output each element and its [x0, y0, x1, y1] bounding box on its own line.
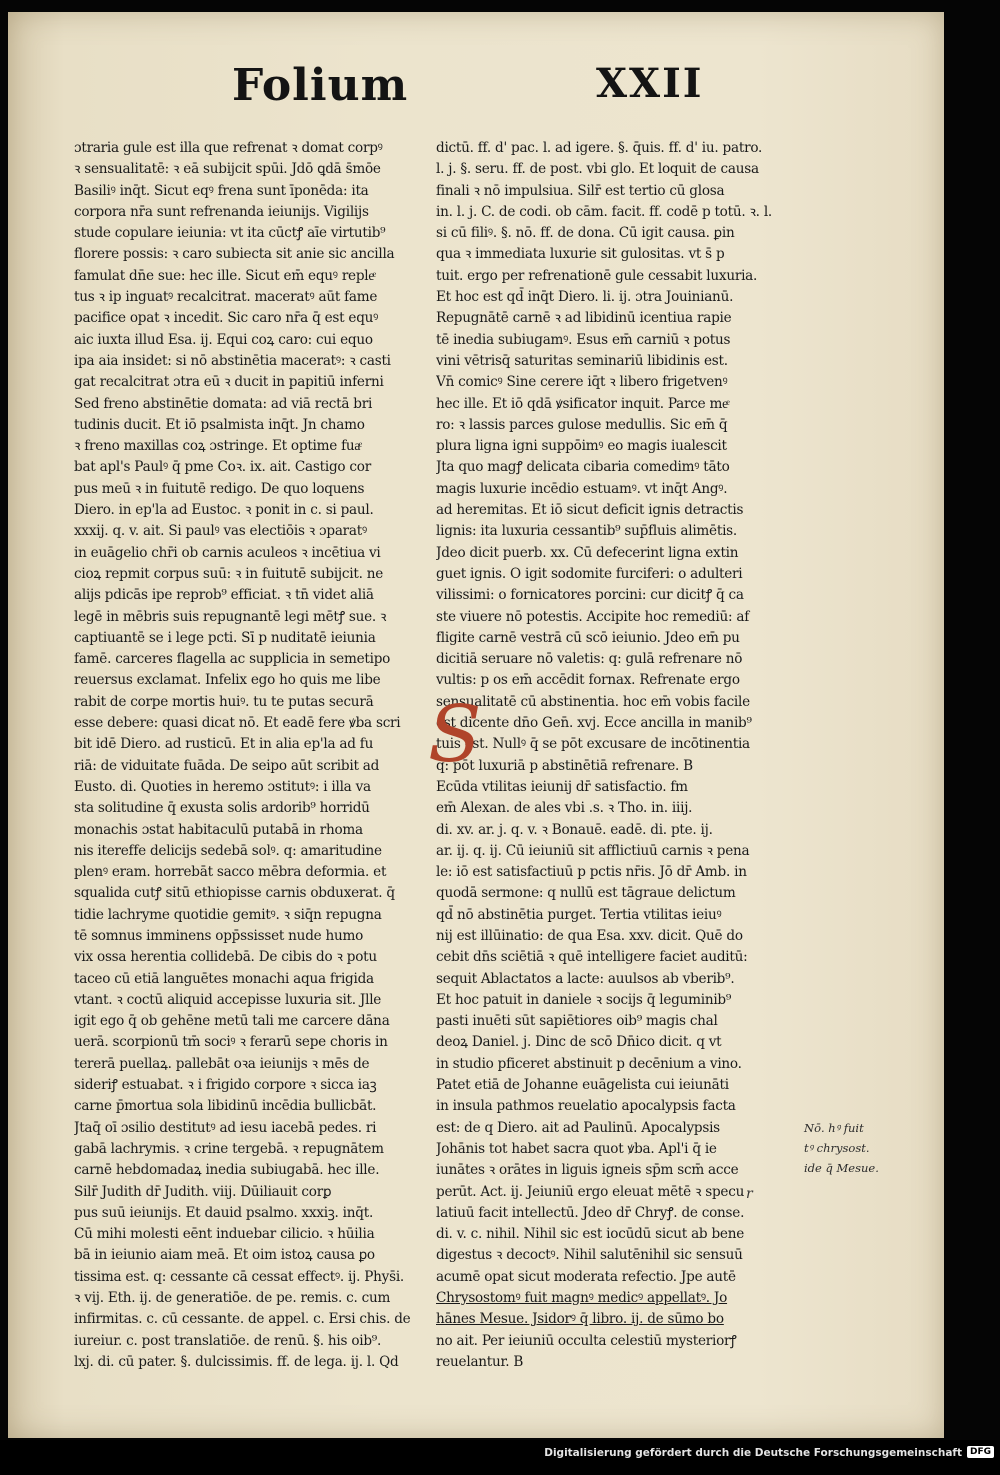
text-line: esse debere: quasi dicat nō. Et eadē fere ꝟba scri: [74, 715, 401, 732]
text-line: Jta quo magꝭ delicata cibaria comedimꝰ tāto: [436, 459, 730, 476]
margin-note-line: Nō. hꝰ fuit: [804, 1121, 864, 1135]
text-line: perūt. Act. ij. Jeiuniū ergo eleuat mētē ꝛ specu: [436, 1183, 745, 1200]
text-line: lignis: ita luxuria cessantib⁹ sup̄fluis alimētis.: [436, 523, 737, 540]
text-line: Ecūda vtilitas ieiunij dr̄ satisfactio. fm: [436, 778, 688, 795]
text-line: squalida cutꝭ sitū ethiopisse carnis obduxerat. q̄: [74, 885, 395, 902]
text-line: sta solitudine q̄ exusta solis ardorib⁹ horridū: [74, 800, 370, 817]
text-line: Sed freno abstinētie domata: ad viā rectā bri: [74, 395, 373, 412]
text-line: em̄ Alexan. de ales vbi .s. ꝛ Tho. in. iiij.: [436, 800, 693, 817]
text-line: vilissimi: o fornicatores porcini: cur dicitꝭ q̄ ca: [436, 587, 744, 604]
text-line: Silr̄ Judith dr̄ Judith. viij. Dūiliauit corꝑ: [74, 1183, 332, 1200]
text-line: aic iuxta illud Esa. ij. Equi coꝝ caro: cui equo: [74, 331, 373, 348]
text-line: ad heremitas. Et iō sicut deficit ignis detractis: [436, 502, 744, 519]
text-line: pus meū ꝛ in fuitutē redigo. De quo loquens: [74, 480, 365, 497]
text-line: pus suū ieiunijs. Et dauid psalmo. xxxiꝫ. inq̄t.: [74, 1204, 374, 1221]
text-line: Et hoc est qd̄ inq̄t Diero. li. ij. ɔtra Jouinianū.: [436, 289, 734, 306]
text-line: qua ꝛ immediata luxurie sit gulositas. vt s̄ p: [436, 246, 725, 263]
text-line: bit idē Diero. ad rusticū. Et in alia ep'la ad fu: [74, 736, 374, 753]
text-line: ste viuere nō potestis. Accipite hoc remediū: af: [436, 608, 750, 625]
text-line: vix ossa herentia collidebā. De cibis do ꝛ potu: [74, 949, 377, 966]
text-line: alijs pdicās ipe reprob⁹ efficiat. ꝛ tn̄ videt aliā: [74, 587, 374, 604]
text-line: tē somnus imminens opp̄ssisset nude humo: [74, 927, 364, 944]
text-line: famulat dn̄e sue: hec ille. Sicut em̄ equꝰ repleͤ: [74, 267, 375, 284]
text-line: uerā. scorpionū tm̄ sociꝰ ꝛ ferarū sepe choris in: [74, 1034, 388, 1051]
text-line: infirmitas. c. cū cessante. de appel. c. Ersi chis. de: [74, 1311, 411, 1328]
text-line: tē inedia subiugamꝰ. Esus em̄ carniū ꝛ potus: [436, 331, 731, 348]
text-line: legē in mēbris suis repugnantē legi mētꝭ sue. ꝛ: [74, 608, 387, 625]
text-line: dictū. ff. d' pac. l. ad igere. §. q̄uis. ff. d' iu. patro.: [436, 140, 763, 156]
text-line: q: pōt luxuriā p abstinētiā refrenare. B: [436, 757, 693, 774]
text-line: tus ꝛ ip inguatꝰ recalcitrat. maceratꝰ aūt fame: [74, 289, 378, 306]
text-line: in insula pathmos reuelatio apocalypsis facta: [436, 1098, 736, 1115]
text-line: no ait. Per ieiuniū occulta celestiū mysteriorꝭ: [436, 1332, 737, 1349]
text-line: ipa aia insidet: si nō abstinētia maceratꝰ: ꝛ casti: [74, 352, 391, 369]
text-line: cebit dn̄s sciētiā ꝛ quē intelligere faciet auditū:: [436, 949, 748, 966]
margin-note-line: ide q̄ Mesue.: [804, 1161, 879, 1175]
book-page: [8, 12, 944, 1438]
text-line: l. j. §. seru. ff. de post. vbi glo. Et loquit de causa: [436, 161, 759, 178]
text-line: corpora nr̄a sunt refrenanda ieiunijs. Vigilijs: [74, 203, 369, 220]
text-line: quodā sermone: q nullū est tāgraue delictum: [436, 885, 736, 902]
text-line: le: iō est satisfactiuū p pctis nr̄is. Jō dr̄ Amb. in: [436, 864, 747, 881]
text-line: plura ligna igni suppōimꝰ eo magis iualescit: [436, 438, 727, 455]
text-line: ar. ij. q. ij. Cū ieiuniū sit afflictiuū carnis ꝛ pena: [436, 842, 750, 859]
text-line: captiuantē se i lege pcti. Sī p nuditatē ieiunia: [74, 629, 376, 646]
text-line: in studio pficeret abstinuit p decēnium a vino.: [436, 1055, 742, 1072]
page-header-folium: Folium: [232, 60, 409, 111]
text-line: digestus ꝛ decoctꝰ. Nihil salutēnihil sic sensuū: [436, 1247, 743, 1264]
text-line: bā in ieiunio aiam meā. Et oim istoꝝ causa ꝑo: [74, 1247, 375, 1264]
text-line: qd̄ nō abstinētia purget. Tertia vtilitas ieiuꝰ: [436, 906, 722, 923]
text-line: Patet etiā de Johanne euāgelista cui ieiunāti: [436, 1077, 729, 1094]
text-line: iunātes ꝛ orātes in liguis igneis sp̄m scm̄ acce: [436, 1162, 739, 1179]
text-line: pacifice opat ꝛ incedit. Sic caro nr̄a q̄ est equꝰ: [74, 310, 379, 327]
text-line: reuelantur. B: [436, 1353, 524, 1370]
text-line: si cū filiꝰ. §. nō. ff. de dona. Cū igit causa. ꝑin: [436, 225, 735, 242]
text-line: Et hoc patuit in daniele ꝛ socijs q̄ leguminib⁹: [436, 991, 732, 1008]
margin-annotation: [804, 1118, 879, 1178]
text-line: pasti inuēti sūt sapiētiores oib⁹ magis chal: [436, 1013, 718, 1030]
text-line: hānes Mesue. Jsidorꝰ q̄ libro. ij. de sūmo bo: [436, 1311, 724, 1328]
text-line: Repugnātē carnē ꝛ ad libidinū icentiua rapie: [436, 310, 732, 327]
text-line: tidie lachryme quotidie gemitꝰ. ꝛ siq̄n repugna: [74, 906, 382, 923]
text-line: reuersus exclamat. Infelix ego ho quis me libe: [74, 672, 381, 689]
text-line: vini vētrisq̄ saturitas seminariū libidinis est.: [436, 352, 728, 369]
text-line: vtant. ꝛ coctū aliquid accepisse luxuria sit. Jlle: [74, 991, 382, 1008]
text-line: guet ignis. O igit sodomite furciferi: o adulteri: [436, 565, 743, 582]
text-line: finali ꝛ nō impulsiua. Silr̄ est tertio cū glosa: [436, 182, 725, 199]
text-line: tuis est. Nullꝰ q̄ se pōt excusare de incōtinentia: [436, 736, 750, 753]
handwritten-mark: r: [746, 1186, 753, 1202]
text-line: sensualitatē cū abstinentia. hoc em̄ vobis facile: [436, 693, 750, 710]
text-line: bat apl's Paulꝰ q̄ pme Coꝛ. ix. ait. Castigo cor: [74, 459, 371, 476]
red-initial-letter: S: [428, 690, 482, 780]
text-line: Diero. in ep'la ad Eustoc. ꝛ ponit in c. si paul.: [74, 502, 374, 519]
text-line: nis itereffe delicijs sedebā solꝰ. q: amaritudine: [74, 842, 382, 859]
text-line: iureiur. c. post translatiōe. de renū. §. his oib⁹.: [74, 1332, 382, 1349]
text-line: Cū mihi molesti eēnt induebar cilicio. ꝛ hūilia: [74, 1226, 375, 1243]
text-line: sideriꝭ estuabat. ꝛ i frigido corpore ꝛ sicca iaꝫ: [74, 1077, 377, 1094]
text-line: dicitiā seruare nō valetis: q: gulā refrenare nō: [436, 651, 743, 668]
text-line: in euāgelio chr̄i ob carnis aculeos ꝛ incētiua vi: [74, 544, 381, 561]
text-line: carne p̄mortua sola libidinū incēdia bullicbāt.: [74, 1098, 377, 1115]
text-line: est: de q Diero. ait ad Paulinū. Apocalypsis: [436, 1119, 720, 1136]
dfg-logo: DFG: [967, 1446, 994, 1458]
text-line: ro: ꝛ lassis parces gulose medullis. Sic em̄ q̄: [436, 416, 728, 433]
text-line: igit ego q̄ ob gehēne metū tali me carcere dāna: [74, 1013, 390, 1030]
text-line: tissima est. q: cessante cā cessat effectꝰ. ij. Phys̄i.: [74, 1268, 404, 1285]
text-line: stude copulare ieiunia: vt ita cūctꝭ aīe virtutib⁹: [74, 225, 386, 242]
funding-credit: Digitalisierung gefördert durch die Deutsche Forschungsgemeinschaft: [544, 1447, 962, 1459]
text-line: ꝛ vij. Eth. ij. de generatiōe. de pe. remis. c. cum: [74, 1290, 391, 1307]
text-line: sequit Ablactatos a lacte: auulsos ab vberib⁹.: [436, 970, 735, 987]
text-line: monachis ɔstat habitaculū putabā in rhoma: [74, 821, 363, 838]
text-line: di. xv. ar. j. q. v. ꝛ Bonauē. eadē. di. pte. ij.: [436, 821, 713, 838]
text-line: nij est illūinatio: de qua Esa. xxv. dicit. Quē do: [436, 927, 743, 944]
text-line: taceo cū etiā languētes monachi aqua frigida: [74, 970, 374, 987]
text-line: ɔtraria gule est illa que refrenat ꝛ domat corpꝰ: [74, 140, 383, 156]
text-line: Basiliꝰ inq̄t. Sicut eqꝰ frena sunt īponēda: ita: [74, 182, 369, 199]
text-line: vultis: p os em̄ accēdit fornax. Refrenate ergo: [436, 672, 740, 689]
text-line: Jdeo dicit puerb. xx. Cū defecerint ligna extin: [436, 544, 739, 561]
text-line: in. l. j. C. de codi. ob cām. facit. ff. codē p totū. ꝛ. l.: [436, 203, 772, 220]
text-line: deoꝝ Daniel. j. Dinc de scō Dn̄ico dicit. q vt: [436, 1034, 722, 1051]
text-line: tererā puellaꝝ. pallebāt oꝛa ieiunijs ꝛ mēs de: [74, 1055, 370, 1072]
text-line: Vn̄ comicꝰ Sine cerere iq̄t ꝛ libero frigetvenꝰ: [436, 374, 728, 391]
text-line: magis luxurie incēdio estuamꝰ. vt inq̄t Angꝰ.: [436, 480, 728, 497]
text-line: hec ille. Et iō qdā ꝟsificator inquit. Parce meͤ: [436, 395, 728, 412]
text-line: est dicente dn̄o Gen̄. xvj. Ecce ancilla in manib⁹: [436, 715, 752, 732]
text-line: carnē hebdomadaꝝ inedia subiugabā. hec ille.: [74, 1162, 380, 1179]
text-line: xxxij. q. v. ait. Si paulꝰ vas electiōis ꝛ ɔparatꝰ: [74, 523, 367, 540]
text-line: plenꝰ eram. horrebāt sacco mēbra deformia. et: [74, 864, 387, 881]
text-line: tuit. ergo per refrenationē gule cessabit luxuria.: [436, 267, 758, 284]
page-header-folio-number: XXII: [596, 60, 704, 107]
margin-note-line: tꝰ chrysost.: [804, 1141, 870, 1155]
left-text-column: [74, 138, 426, 1373]
text-line: latiuū facit intellectū. Jdeo dr̄ Chryꝭ. de conse.: [436, 1204, 745, 1221]
text-line: di. v. c. nihil. Nihil sic est iocūdū sicut ab bene: [436, 1226, 745, 1243]
text-line: tudinis ducit. Et iō psalmista inq̄t. Jn chamo: [74, 416, 365, 433]
text-line: Jtaq̄ oī ɔsilio destitutꝰ ad iesu iacebā pedes. ri: [74, 1119, 377, 1136]
text-line: florere possis: ꝛ caro subiecta sit anie sic ancilla: [74, 246, 395, 263]
text-line: famē. carceres flagella ac supplicia in semetipo: [74, 651, 391, 668]
text-line: lxj. di. cū pater. §. dulcissimis. ff. de lega. ij. l. Qd: [74, 1353, 399, 1370]
text-line: Eusto. di. Quoties in heremo ɔstitutꝰ: i illa va: [74, 778, 371, 795]
text-line: Johānis tot habet sacra quot ꝟba. Apl'i q̄ ie: [436, 1140, 717, 1157]
text-line: acumē opat sicut moderata refectio. Jpe autē: [436, 1268, 736, 1285]
text-line: Chrysostomꝰ fuit magnꝰ medicꝰ appellatꝰ. Jo: [436, 1290, 728, 1307]
text-line: fligite carnē vestrā cū scō ieiunio. Jdeo em̄ pu: [436, 629, 740, 646]
text-line: gat recalcitrat ɔtra eū ꝛ ducit in papitiū inferni: [74, 374, 384, 391]
text-line: ꝛ sensualitatē: ꝛ eā subijcit spūi. Jdō ꝗdā s̄mōe: [74, 161, 381, 178]
right-text-column: [436, 138, 796, 1373]
text-line: gabā lachrymis. ꝛ crine tergebā. ꝛ repugnātem: [74, 1140, 384, 1157]
text-line: ꝛ freno maxillas coꝝ ɔstringe. Et optime fuaͤ: [74, 438, 361, 455]
text-line: cioꝝ repmit corpus suū: ꝛ in fuitutē subijcit. ne: [74, 565, 384, 582]
text-line: riā: de viduitate fuāda. De seipo aūt scribit ad: [74, 757, 380, 774]
text-line: rabit de corpe mortis huiꝰ. tu te putas securā: [74, 693, 374, 710]
